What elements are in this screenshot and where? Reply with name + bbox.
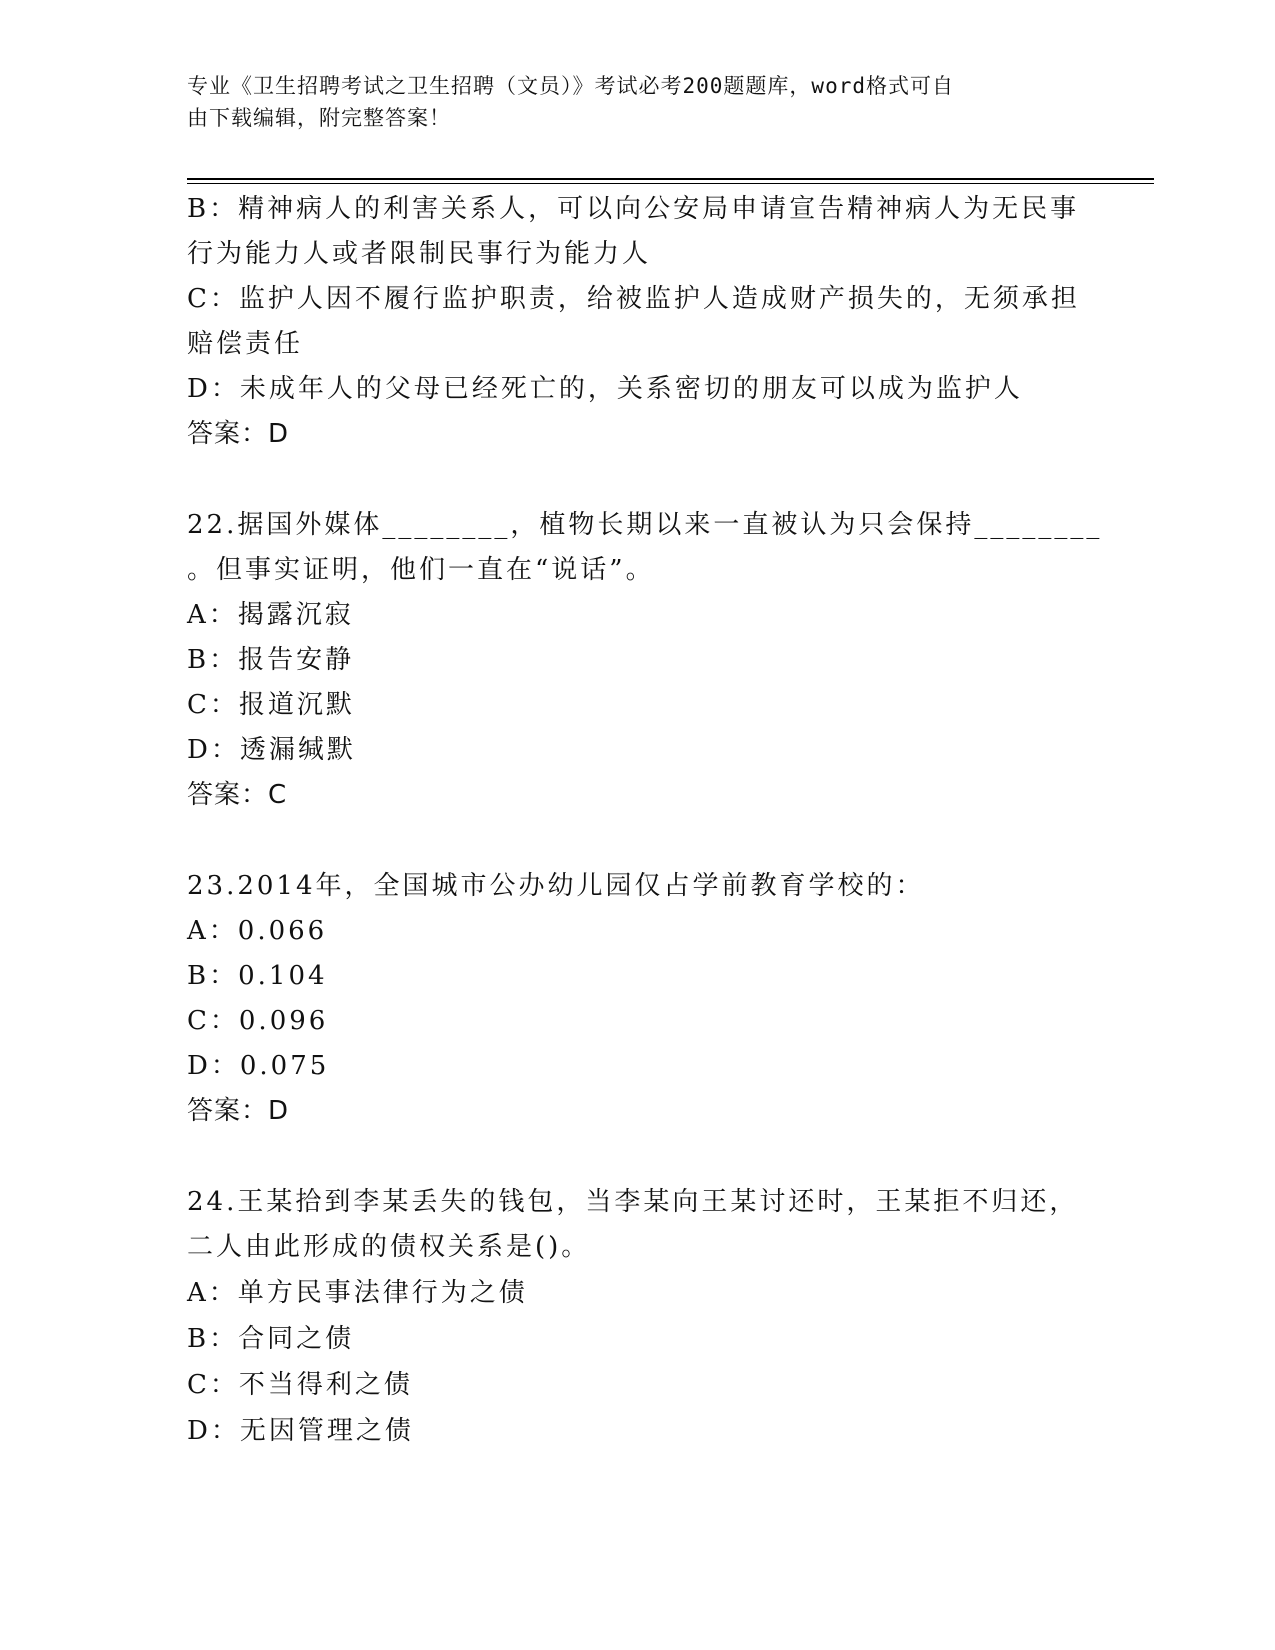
question-stem-line-2: 二人由此形成的债权关系是()。: [187, 1232, 591, 1262]
option-a: A：揭露沉寂: [187, 600, 354, 630]
option-d: D：未成年人的父母已经死亡的，关系密切的朋友可以成为监护人: [187, 374, 1023, 404]
document-header: [187, 70, 1067, 134]
question-21: [187, 187, 1087, 457]
option-c-line-1: C：监护人因不履行监护职责，给被监护人造成财产损失的，无须承担: [187, 284, 1080, 314]
question-stem-line-1: 22.据国外媒体________，植物长期以来一直被认为只会保持________: [187, 510, 1103, 540]
answer: 答案：C: [187, 780, 288, 810]
option-d: D：无因管理之债: [187, 1416, 414, 1446]
question-stem: 23.2014年，全国城市公办幼儿园仅占学前教育学校的：: [187, 871, 925, 901]
header-line-1: 专业《卫生招聘考试之卫生招聘（文员）》考试必考200题题库，word格式可自: [187, 74, 954, 98]
option-a: A：单方民事法律行为之债: [187, 1278, 528, 1308]
spacer: [187, 457, 1087, 503]
document-body: [187, 187, 1103, 1454]
question-22: [187, 503, 1103, 818]
option-d: D：透漏缄默: [187, 735, 356, 765]
option-b-line-2: 行为能力人或者限制民事行为能力人: [187, 239, 652, 269]
question-stem-line-1: 24.王某拾到李某丢失的钱包，当李某向王某讨还时，王某拒不归还，: [187, 1187, 1079, 1217]
question-24: [187, 1180, 1087, 1454]
header-line-2: 由下载编辑，附完整答案！: [187, 106, 451, 130]
option-b: B：报告安静: [187, 645, 355, 675]
answer: 答案：D: [187, 419, 290, 449]
option-c: C：0.096: [187, 1006, 329, 1036]
question-23: [187, 864, 1087, 1134]
option-b: B：0.104: [187, 961, 328, 991]
answer: 答案：D: [187, 1096, 290, 1126]
option-c-line-2: 赔偿责任: [187, 329, 304, 359]
option-c: C：报道沉默: [187, 690, 355, 720]
question-stem-line-2: 。但事实证明，他们一直在“说话”。: [187, 555, 655, 585]
option-b: B：合同之债: [187, 1324, 355, 1354]
header-divider-thin: [187, 183, 1154, 184]
spacer: [187, 818, 1087, 864]
option-d: D：0.075: [187, 1051, 330, 1081]
spacer: [187, 1134, 1087, 1180]
option-a: A：0.066: [187, 916, 328, 946]
header-divider-thick: [187, 178, 1154, 180]
option-b-line-1: B：精神病人的利害关系人，可以向公安局申请宣告精神病人为无民事: [187, 194, 1080, 224]
option-c: C：不当得利之债: [187, 1370, 413, 1400]
